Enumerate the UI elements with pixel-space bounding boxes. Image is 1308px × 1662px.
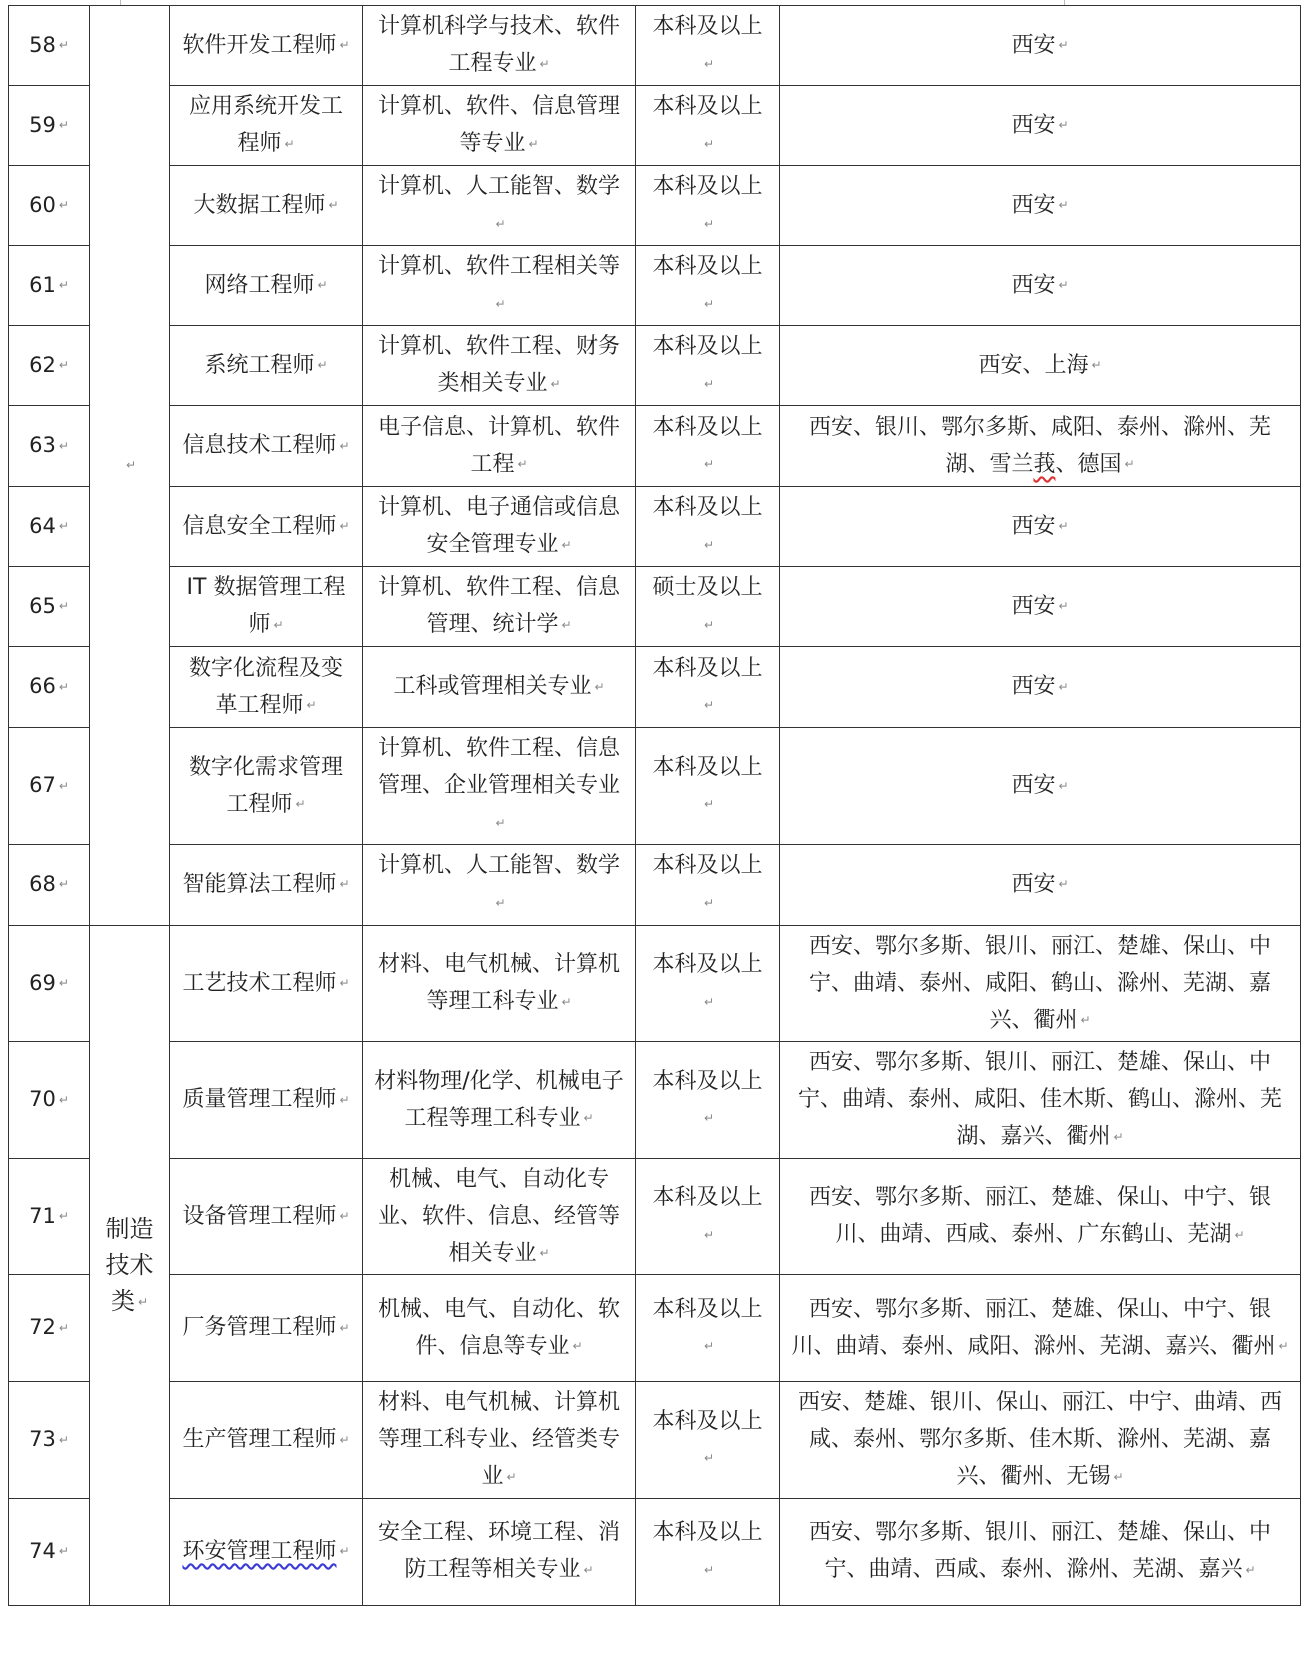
paragraph-mark-icon: ↵ <box>58 358 69 373</box>
paragraph-mark-icon: ↵ <box>1091 358 1102 373</box>
major-requirement-text: 材料、电气机械、计算机等理工科专业 <box>377 952 620 1014</box>
table-row <box>9 647 1301 728</box>
major-requirement <box>363 487 636 567</box>
position-title <box>170 925 363 1042</box>
paragraph-mark-icon: ↵ <box>539 56 550 71</box>
major-requirement <box>363 728 636 845</box>
degree-requirement <box>636 567 780 647</box>
position-title <box>170 406 363 487</box>
position-title-text: 信息技术工程师 <box>182 433 337 459</box>
paragraph-mark-icon: ↵ <box>58 976 69 990</box>
position-title-text: 系统工程师 <box>204 352 315 378</box>
position-title <box>170 86 363 166</box>
position-title-text: IT 数据管理工程师 <box>186 575 346 638</box>
paragraph-mark-icon: ↵ <box>1058 278 1069 293</box>
paragraph-mark-icon: ↵ <box>703 216 715 231</box>
paragraph-mark-icon: ↵ <box>1113 1129 1124 1144</box>
paragraph-mark-icon: ↵ <box>1113 1469 1124 1484</box>
category-cell <box>90 6 170 926</box>
row-number-text: 64 <box>29 513 56 538</box>
table-row <box>9 246 1301 326</box>
work-location <box>780 166 1301 246</box>
major-requirement <box>363 1382 636 1499</box>
paragraph-mark-icon: ↵ <box>1080 1013 1091 1027</box>
paragraph-mark-icon: ↵ <box>58 1092 69 1107</box>
paragraph-mark-icon: ↵ <box>561 994 572 1009</box>
paragraph-mark-icon: ↵ <box>58 38 69 53</box>
row-number-text: 63 <box>29 433 56 458</box>
paragraph-mark-icon: ↵ <box>572 1339 583 1354</box>
degree-requirement-text: 本科及以上 <box>652 1520 763 1546</box>
position-title-text: 网络工程师 <box>204 272 315 298</box>
paragraph-mark-icon: ↵ <box>495 895 506 910</box>
major-requirement <box>363 86 636 166</box>
degree-requirement-text: 本科及以上 <box>652 414 763 440</box>
position-title <box>170 567 363 647</box>
row-number-text: 72 <box>29 1315 56 1340</box>
row-number-text: 69 <box>29 970 56 995</box>
position-title <box>170 326 363 406</box>
position-title <box>170 1158 363 1275</box>
paragraph-mark-icon: ↵ <box>561 617 572 632</box>
degree-requirement-text: 本科及以上 <box>652 754 763 780</box>
paragraph-mark-icon: ↵ <box>58 278 69 293</box>
degree-requirement <box>636 487 780 567</box>
position-title-text: 智能算法工程师 <box>182 871 337 897</box>
work-location-text: 西安 <box>1011 112 1056 138</box>
paragraph-mark-icon: ↵ <box>703 1111 715 1125</box>
paragraph-mark-icon: ↵ <box>306 698 317 713</box>
position-title-text: 大数据工程师 <box>193 192 326 218</box>
row-number-text: 70 <box>29 1087 56 1111</box>
paragraph-mark-icon: ↵ <box>58 679 69 694</box>
row-number <box>9 166 90 246</box>
major-requirement <box>363 406 636 487</box>
paragraph-mark-icon: ↵ <box>703 1339 715 1354</box>
degree-requirement <box>636 1498 780 1605</box>
work-location <box>780 487 1301 567</box>
paragraph-mark-icon: ↵ <box>703 457 715 472</box>
paragraph-mark-icon: ↵ <box>594 679 605 694</box>
major-requirement <box>363 647 636 728</box>
degree-requirement-text: 本科及以上 <box>652 1068 763 1094</box>
row-number <box>9 844 90 925</box>
paragraph-mark-icon: ↵ <box>58 778 69 793</box>
paragraph-mark-icon: ↵ <box>273 617 284 632</box>
degree-requirement-text: 本科及以上 <box>652 334 763 360</box>
major-requirement <box>363 246 636 326</box>
row-number <box>9 86 90 166</box>
major-requirement <box>363 844 636 925</box>
paragraph-mark-icon: ↵ <box>339 438 350 453</box>
row-number <box>9 326 90 406</box>
paragraph-mark-icon: ↵ <box>703 1451 715 1465</box>
paragraph-mark-icon: ↵ <box>1245 1562 1256 1577</box>
work-location-text: 西安 <box>1011 192 1056 218</box>
paragraph-mark-icon: ↵ <box>339 519 350 534</box>
paragraph-mark-icon: ↵ <box>317 358 328 373</box>
paragraph-mark-icon: ↵ <box>317 278 328 293</box>
work-location-text: 西安、鄂尔多斯、丽江、楚雄、保山、中宁、银川、曲靖、泰州、咸阳、滁州、芜湖、嘉兴、衢州 <box>791 1296 1276 1359</box>
paragraph-mark-icon: ↵ <box>1058 198 1069 213</box>
degree-requirement <box>636 6 780 86</box>
paragraph-mark-icon: ↵ <box>703 1562 715 1577</box>
paragraph-mark-icon: ↵ <box>1058 679 1069 694</box>
major-requirement-text: 安全工程、环境工程、消防工程等相关专业 <box>377 1520 620 1583</box>
major-requirement-text: 计算机、软件工程、财务类相关专业 <box>377 334 620 397</box>
paragraph-mark-icon: ↵ <box>550 376 561 391</box>
degree-requirement <box>636 326 780 406</box>
row-number <box>9 487 90 567</box>
position-title-text: 厂务管理工程师 <box>182 1315 337 1341</box>
table-row <box>9 1042 1301 1159</box>
row-number-text: 59 <box>29 112 56 137</box>
major-requirement <box>363 326 636 406</box>
spellcheck-mark: 莪 <box>1033 451 1056 477</box>
paragraph-mark-icon: ↵ <box>703 56 715 71</box>
work-location-text: 西安、鄂尔多斯、银川、丽江、楚雄、保山、中宁、曲靖、泰州、咸阳、鹤山、滁州、芜湖、嘉兴、衢州 <box>808 933 1271 1033</box>
work-location-text: 西安 <box>1011 773 1056 798</box>
degree-requirement <box>636 1158 780 1275</box>
category-cell <box>90 925 170 1605</box>
work-location <box>780 86 1301 166</box>
work-location <box>780 728 1301 845</box>
table-row <box>9 1275 1301 1382</box>
row-number-text: 66 <box>29 674 56 699</box>
work-location <box>780 6 1301 86</box>
degree-requirement <box>636 647 780 728</box>
paragraph-mark-icon: ↵ <box>539 1246 550 1260</box>
major-requirement <box>363 925 636 1042</box>
paragraph-mark-icon: ↵ <box>125 458 137 472</box>
work-location-text: 西安 <box>1011 871 1056 897</box>
position-title-text: 设备管理工程师 <box>182 1203 337 1229</box>
degree-requirement-text: 本科及以上 <box>652 1408 763 1434</box>
work-location <box>780 1498 1301 1605</box>
degree-requirement-text: 本科及以上 <box>652 1185 763 1210</box>
paragraph-mark-icon: ↵ <box>339 1092 350 1107</box>
position-title <box>170 728 363 845</box>
degree-requirement <box>636 1275 780 1382</box>
table-row <box>9 567 1301 647</box>
degree-requirement <box>636 246 780 326</box>
paragraph-mark-icon: ↵ <box>58 877 69 892</box>
row-number-text: 67 <box>29 773 56 797</box>
row-number <box>9 6 90 86</box>
position-title-text: 信息安全工程师 <box>182 513 337 539</box>
row-number-text: 65 <box>29 593 56 618</box>
paragraph-mark-icon: ↵ <box>58 599 69 614</box>
major-requirement <box>363 6 636 86</box>
degree-requirement-text: 本科及以上 <box>652 14 763 40</box>
degree-requirement <box>636 844 780 925</box>
row-number <box>9 728 90 845</box>
table-row <box>9 844 1301 925</box>
major-requirement-text: 机械、电气、自动化专业、软件、信息、经管等相关专业 <box>377 1166 620 1266</box>
work-location-text: 西安 <box>1011 513 1056 539</box>
paragraph-mark-icon: ↵ <box>1058 519 1069 534</box>
paragraph-mark-icon: ↵ <box>58 198 69 213</box>
degree-requirement <box>636 1382 780 1499</box>
paragraph-mark-icon: ↵ <box>528 136 539 151</box>
work-location-text: 西安、鄂尔多斯、银川、丽江、楚雄、保山、中宁、曲靖、泰州、咸阳、佳木斯、鹤山、滁州、芜湖、嘉兴、衢州 <box>797 1050 1282 1149</box>
position-title <box>170 487 363 567</box>
paragraph-mark-icon: ↵ <box>1234 1227 1245 1242</box>
position-title <box>170 1042 363 1159</box>
position-title <box>170 166 363 246</box>
row-number <box>9 925 90 1042</box>
paragraph-mark-icon: ↵ <box>339 38 350 53</box>
row-number-text: 61 <box>29 272 56 297</box>
position-title <box>170 1498 363 1605</box>
degree-requirement-text: 本科及以上 <box>652 495 763 521</box>
paragraph-mark-icon: ↵ <box>339 1432 350 1447</box>
table-row <box>9 6 1301 86</box>
paragraph-mark-icon: ↵ <box>284 136 295 151</box>
table-row <box>9 487 1301 567</box>
position-title <box>170 246 363 326</box>
degree-requirement <box>636 728 780 845</box>
position-title-text: 数字化流程及变革工程师 <box>188 655 343 718</box>
position-title-text: 环安管理工程师 <box>182 1538 337 1564</box>
paragraph-mark-icon: ↵ <box>328 198 339 213</box>
degree-requirement-text: 本科及以上 <box>652 1296 763 1322</box>
paragraph-mark-icon: ↵ <box>583 1111 594 1125</box>
major-requirement <box>363 1158 636 1275</box>
work-location-text: 西安 <box>1011 272 1056 298</box>
major-requirement <box>363 1498 636 1605</box>
paragraph-mark-icon: ↵ <box>703 537 715 552</box>
row-number <box>9 647 90 728</box>
table-row <box>9 166 1301 246</box>
paragraph-mark-icon: ↵ <box>339 1544 350 1559</box>
paragraph-mark-icon: ↵ <box>339 877 350 892</box>
paragraph-mark-icon: ↵ <box>1058 118 1069 133</box>
paragraph-mark-icon: ↵ <box>1278 1339 1289 1354</box>
work-location <box>780 1042 1301 1159</box>
paragraph-mark-icon: ↵ <box>58 519 69 534</box>
major-requirement <box>363 166 636 246</box>
paragraph-mark-icon: ↵ <box>339 1320 350 1335</box>
table-row <box>9 326 1301 406</box>
work-location <box>780 1275 1301 1382</box>
major-requirement-text: 计算机、人工能智、数学 <box>377 853 620 879</box>
paragraph-mark-icon: ↵ <box>137 1294 149 1309</box>
position-title-text: 软件开发工程师 <box>182 32 337 58</box>
major-requirement-text: 计算机科学与技术、软件工程专业 <box>377 14 620 77</box>
degree-requirement-text: 本科及以上 <box>652 655 763 681</box>
table-row <box>9 1498 1301 1605</box>
paragraph-mark-icon: ↵ <box>506 1469 517 1484</box>
paragraph-mark-icon: ↵ <box>703 895 715 910</box>
row-number <box>9 1275 90 1382</box>
paragraph-mark-icon: ↵ <box>1058 778 1069 793</box>
paragraph-mark-icon: ↵ <box>58 1432 69 1447</box>
degree-requirement-text: 本科及以上 <box>652 952 763 977</box>
paragraph-mark-icon: ↵ <box>58 1320 69 1335</box>
work-location-text: 西安、上海 <box>978 352 1089 378</box>
paragraph-mark-icon: ↵ <box>339 1209 350 1223</box>
positions-table <box>8 5 1301 1606</box>
work-location-text: 西安 <box>1011 593 1056 619</box>
row-number <box>9 1158 90 1275</box>
paragraph-mark-icon: ↵ <box>703 376 715 391</box>
major-requirement-text: 电子信息、计算机、软件工程 <box>377 414 620 477</box>
table-row <box>9 86 1301 166</box>
paragraph-mark-icon: ↵ <box>295 797 306 811</box>
paragraph-mark-icon: ↵ <box>1058 38 1069 53</box>
work-location <box>780 406 1301 487</box>
position-title <box>170 844 363 925</box>
work-location <box>780 246 1301 326</box>
paragraph-mark-icon: ↵ <box>495 815 506 830</box>
paragraph-mark-icon: ↵ <box>1124 457 1135 472</box>
paragraph-mark-icon: ↵ <box>703 1227 715 1242</box>
work-location-text: 西安 <box>1011 674 1056 700</box>
paragraph-mark-icon: ↵ <box>1058 599 1069 614</box>
degree-requirement <box>636 406 780 487</box>
major-requirement-text: 材料物理/化学、机械电子工程等理工科专业 <box>374 1068 624 1131</box>
position-title <box>170 6 363 86</box>
position-title <box>170 1382 363 1499</box>
table-row <box>9 728 1301 845</box>
row-number-text: 62 <box>29 352 56 377</box>
work-location <box>780 1158 1301 1275</box>
paragraph-mark-icon: ↵ <box>495 296 506 311</box>
row-number-text: 58 <box>29 32 56 57</box>
paragraph-mark-icon: ↵ <box>58 1209 69 1223</box>
major-requirement <box>363 1275 636 1382</box>
work-location <box>780 844 1301 925</box>
major-requirement-text: 机械、电气、自动化、软件、信息等专业 <box>377 1296 620 1359</box>
row-number <box>9 246 90 326</box>
degree-requirement-text: 硕士及以上 <box>652 575 763 601</box>
paragraph-mark-icon: ↵ <box>1058 877 1069 892</box>
paragraph-mark-icon: ↵ <box>703 617 715 632</box>
major-requirement <box>363 1042 636 1159</box>
degree-requirement <box>636 166 780 246</box>
paragraph-mark-icon: ↵ <box>58 438 69 453</box>
row-number-text: 73 <box>29 1427 56 1451</box>
paragraph-mark-icon: ↵ <box>703 296 715 311</box>
paragraph-mark-icon: ↵ <box>703 698 715 713</box>
paragraph-mark-icon: ↵ <box>58 118 69 133</box>
work-location <box>780 925 1301 1042</box>
row-number-text: 60 <box>29 192 56 217</box>
work-location-text: 西安、楚雄、银川、保山、丽江、中宁、曲靖、西咸、泰州、鄂尔多斯、佳木斯、滁州、芜湖、嘉兴、衢州、无锡 <box>797 1390 1282 1489</box>
paragraph-mark-icon: ↵ <box>561 537 572 552</box>
work-location <box>780 1382 1301 1499</box>
major-requirement-text: 计算机、软件工程相关等 <box>377 254 620 280</box>
row-number-text: 74 <box>29 1538 56 1563</box>
row-number <box>9 567 90 647</box>
major-requirement-text: 计算机、软件、信息管理等专业 <box>377 94 620 157</box>
work-location <box>780 326 1301 406</box>
table-row <box>9 1382 1301 1499</box>
position-title-text: 质量管理工程师 <box>182 1087 337 1112</box>
position-title-text: 应用系统开发工程师 <box>188 94 343 157</box>
work-location-text: 西安、鄂尔多斯、银川、丽江、楚雄、保山、中宁、曲靖、西咸、泰州、滁州、芜湖、嘉兴 <box>808 1520 1271 1583</box>
paragraph-mark-icon: ↵ <box>495 216 506 231</box>
paragraph-mark-icon: ↵ <box>703 797 715 811</box>
position-title-text: 工艺技术工程师 <box>182 970 337 996</box>
work-location-text: 西安、银川、鄂尔多斯、咸阳、泰州、滁州、芜湖、雪兰莪、德国 <box>808 414 1271 477</box>
work-location <box>780 567 1301 647</box>
paragraph-mark-icon: ↵ <box>703 994 715 1009</box>
degree-requirement-text: 本科及以上 <box>652 174 763 200</box>
paragraph-mark-icon: ↵ <box>339 976 350 990</box>
major-requirement-text: 计算机、软件工程、信息管理、统计学 <box>377 575 620 638</box>
row-number-text: 68 <box>29 871 56 896</box>
degree-requirement <box>636 86 780 166</box>
major-requirement-text: 计算机、人工能智、数学 <box>377 174 620 200</box>
degree-requirement <box>636 925 780 1042</box>
major-requirement-text: 材料、电气机械、计算机等理工科专业、经管类专业 <box>377 1390 620 1489</box>
table-row <box>9 406 1301 487</box>
work-location-text: 西安 <box>1011 32 1056 58</box>
row-number <box>9 1382 90 1499</box>
position-title <box>170 1275 363 1382</box>
degree-requirement-text: 本科及以上 <box>652 94 763 120</box>
category-cell-text: 制造技术类 <box>105 1214 154 1315</box>
work-location-text: 西安、鄂尔多斯、丽江、楚雄、保山、中宁、银川、曲靖、西咸、泰州、广东鹤山、芜湖 <box>808 1185 1271 1247</box>
degree-requirement <box>636 1042 780 1159</box>
table-row <box>9 1158 1301 1275</box>
position-title-text: 生产管理工程师 <box>182 1427 337 1452</box>
major-requirement <box>363 567 636 647</box>
row-number-text: 71 <box>29 1203 56 1228</box>
degree-requirement-text: 本科及以上 <box>652 853 763 879</box>
major-requirement-text: 计算机、软件工程、信息管理、企业管理相关专业 <box>377 736 620 798</box>
row-number <box>9 1042 90 1159</box>
work-location <box>780 647 1301 728</box>
paragraph-mark-icon: ↵ <box>58 1544 69 1559</box>
row-number <box>9 1498 90 1605</box>
major-requirement-text: 工科或管理相关专业 <box>393 674 592 700</box>
position-title <box>170 647 363 728</box>
major-requirement-text: 计算机、电子通信或信息安全管理专业 <box>377 495 620 558</box>
table-row <box>9 925 1301 1042</box>
degree-requirement-text: 本科及以上 <box>652 254 763 280</box>
row-number <box>9 406 90 487</box>
position-title-text: 数字化需求管理工程师 <box>188 754 343 817</box>
paragraph-mark-icon: ↵ <box>703 136 715 151</box>
paragraph-mark-icon: ↵ <box>517 457 528 472</box>
paragraph-mark-icon: ↵ <box>583 1562 594 1577</box>
